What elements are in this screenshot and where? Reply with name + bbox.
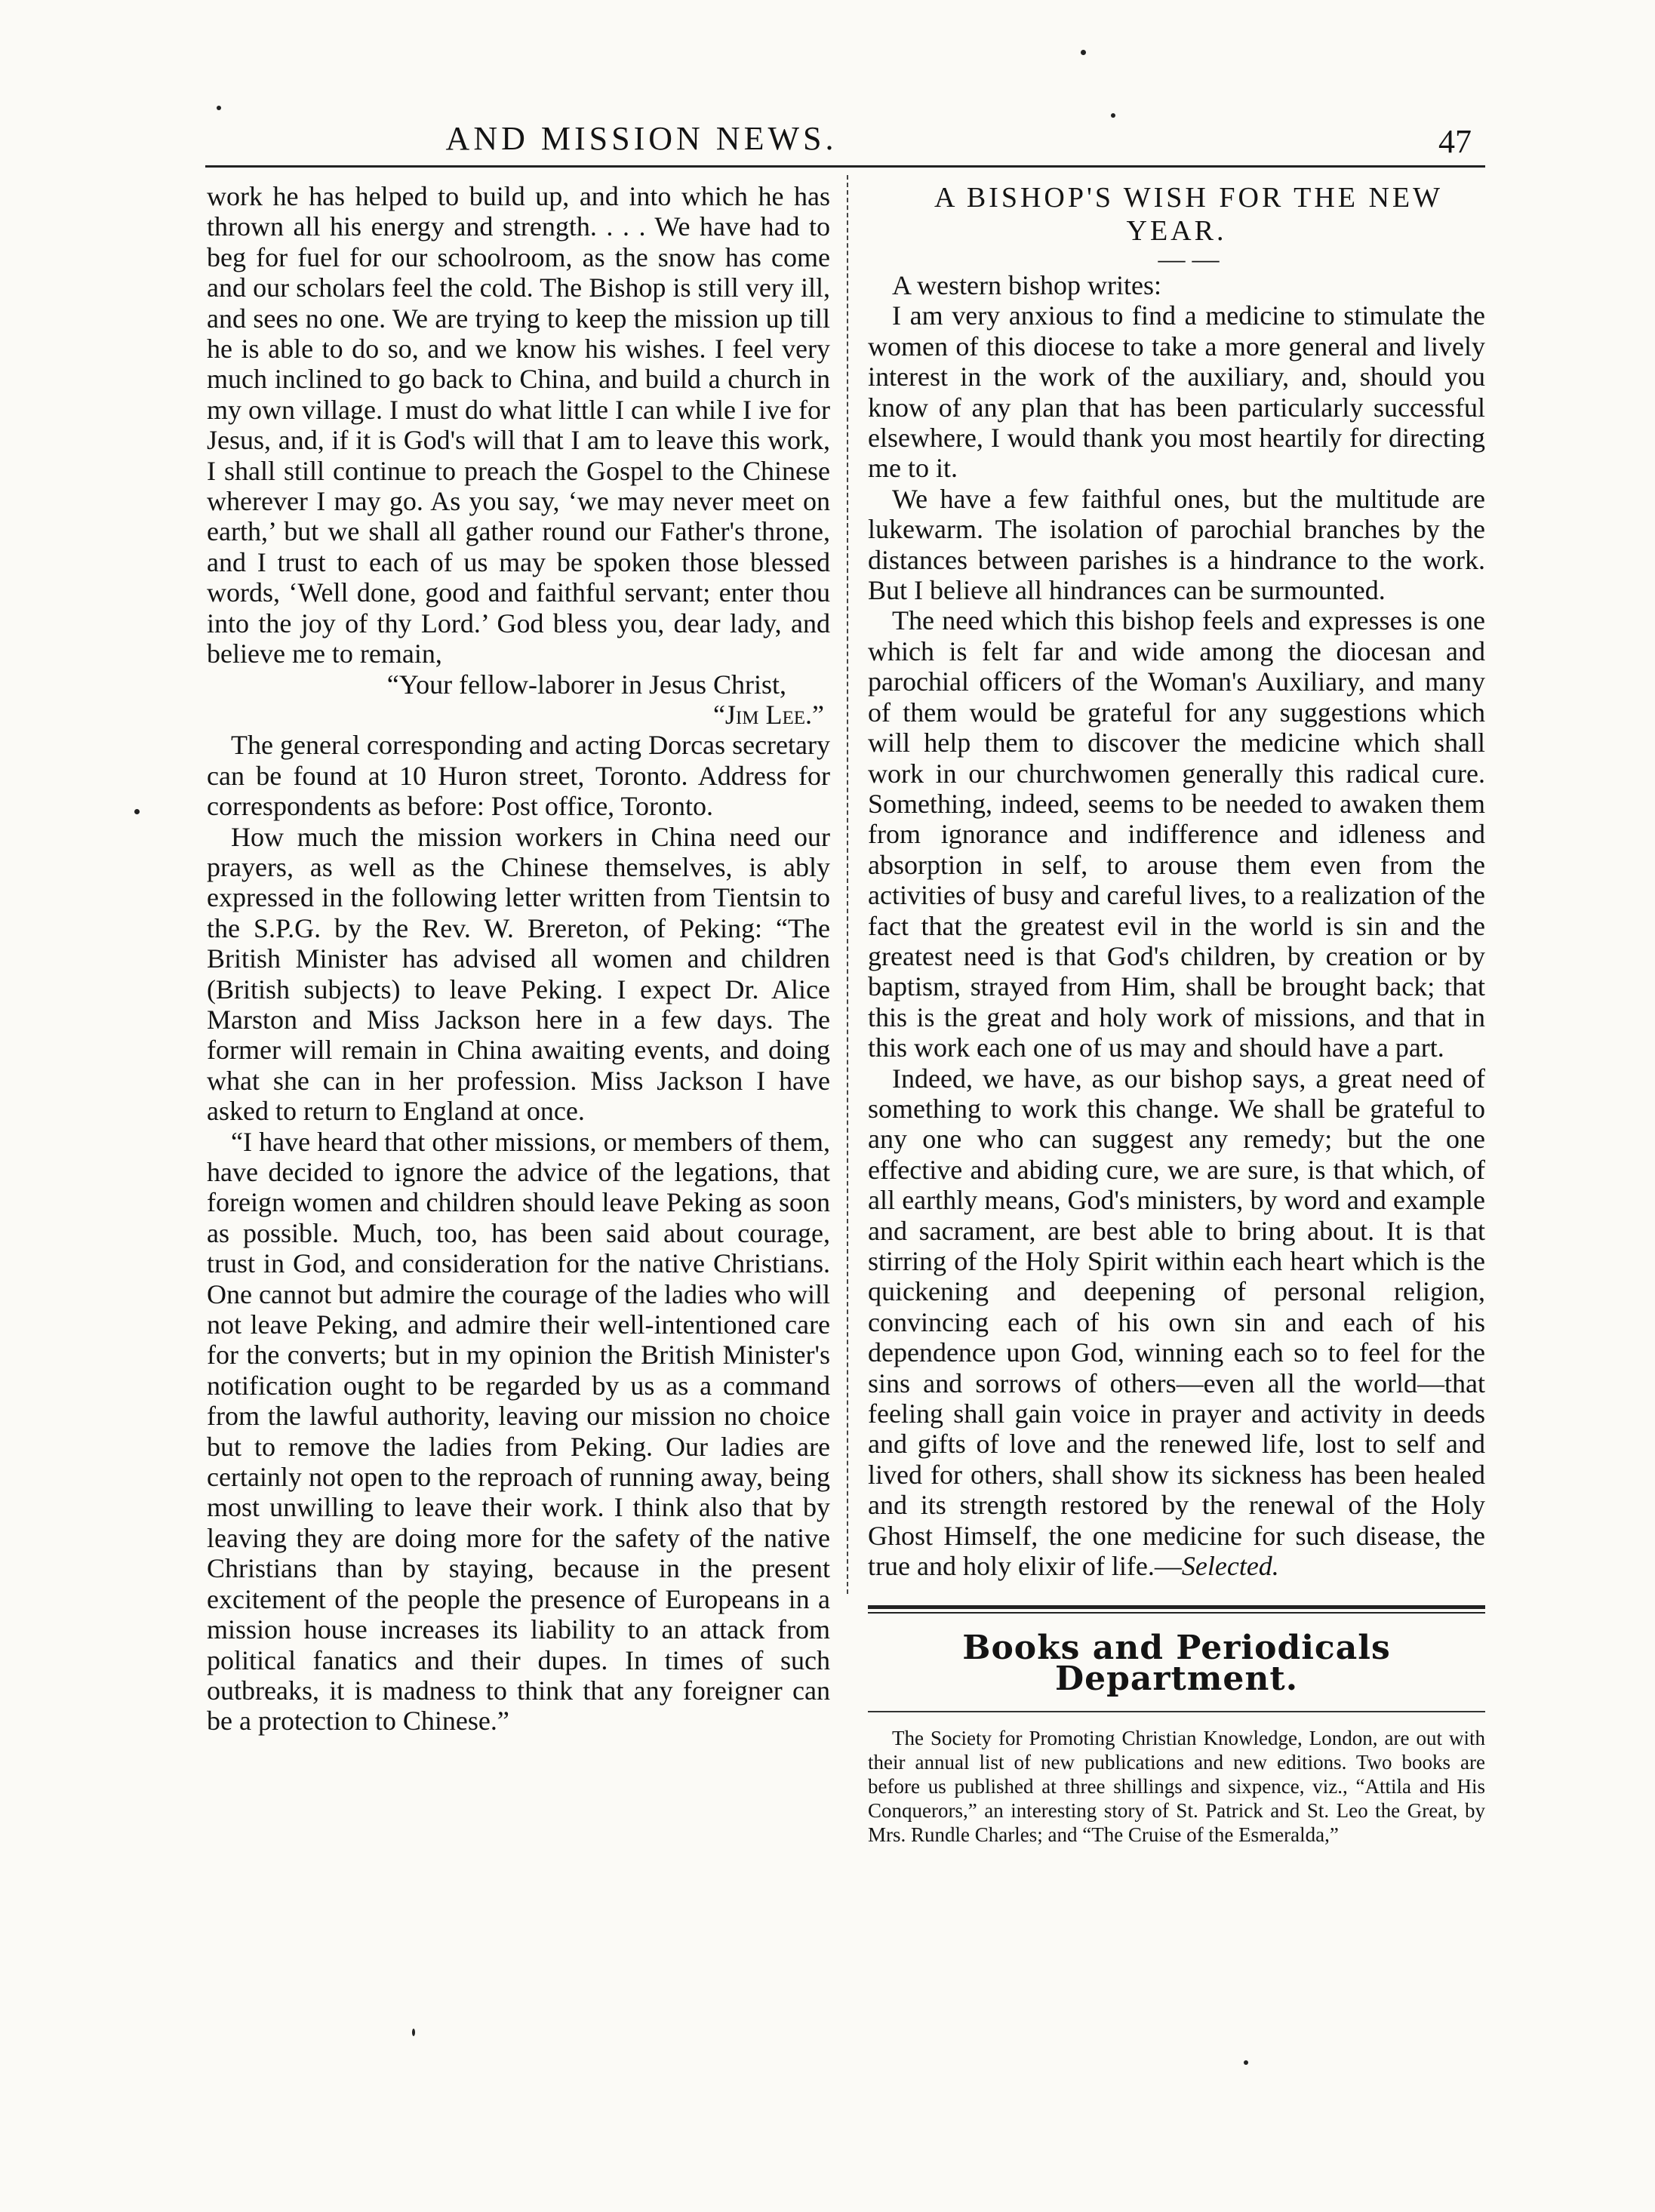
article-source: Selected. — [1181, 1551, 1279, 1582]
peking-letter-intro: How much the mission workers in China need our prayers, as well as the Chinese themselves, is ably expressed in the following letter written from Tientsin to the S.P.G. by the Rev. W. Brereton, of Peking: “The British Minister has advised all women and children (British subjects) to leave Peking. I expect Dr. Alice Marston and Miss Jackson here in a few days. The former will remain in China awaiting events, and doing what she can in her profession. Miss Jackson I have asked to return to England at once. — [207, 821, 830, 1127]
books-notice: The Society for Promoting Christian Knowledge, London, are out with their annual list of new publications and new editions. Two books are before us published at three shillings and sixpence, viz., “Attila and His Conquerors,” an interesting story of St. Patrick and St. Leo the Great, by Mrs. Rundle Charles; and “The Cruise of the Esmeralda,” — [868, 1727, 1485, 1847]
letter-signature: “Jim Lee.” — [712, 699, 824, 730]
article-paragraph: We have a few faithful ones, but the multitude are lukewarm. The isolation of parochial branches by the distances between parishes is a hindrance to the work. But I believe all hindrances can be surmounted. — [868, 483, 1485, 606]
section-rule-thin — [868, 1612, 1485, 1614]
ink-speck — [1081, 50, 1086, 55]
department-heading: Books and Periodicals Department. — [962, 1629, 1391, 1698]
ink-speck — [134, 809, 140, 814]
section-rule-thick — [868, 1605, 1485, 1609]
title-separator: — — — [1158, 244, 1220, 274]
article-paragraph: The need which this bishop feels and expresses is one which is felt far and wide among the diocesan and parochial officers of the Woman's Auxiliary, and many of them would be grateful for any suggestions which will help them to discover the medicine which shall work in our churchwomen generally this radical cure. Something, indeed, seems to be needed to awaken them from ignorance and indifference and idleness and absorption in self, to arouse them even from the activities of busy and careful lives, to a realization of the fact that the greatest evil in the world is sin and the greatest need is that God's children, by creation or by baptism, strayed from Him, shall be brought back; that this is the great and holy work of missions, and that in this work each one of us may and should have a part. — [868, 605, 1485, 1063]
header-rule — [205, 165, 1485, 168]
ink-speck — [412, 2029, 415, 2036]
article-closing-text: Indeed, we have, as our bishop says, a great need of something to work this change. We shall be grateful to any one who can suggest any remedy; but the one effective and abiding cure, we are sure, is that which, of all earthly means, God's ministers, by word and example and sacrament, are best able to bring about. It is that stirring of the Holy Spirit within each heart which is the quickening and deepening of personal religion, convincing each of his own sin and each of his dependence upon God, winning each so to feel for the sins and sorrows of others—even all the world—that feeling shall gain voice in prayer and activity in deeds and gifts of love and the renewed life, lost to self and lived for others, shall show its sickness has been healed and its strength restored by the renewal of the Holy Ghost Himself, the one medicine for such disease, the true and holy elixir of life.— — [868, 1063, 1485, 1582]
ink-speck — [1111, 113, 1115, 118]
peking-letter-body: “I have heard that other missions, or members of them, have decided to ignore the advice of the legations, that foreign women and children should leave Peking as soon as possible. Much, too, has been said about courage, trust in God, and consideration for the native Christians. One cannot but admire the courage of the ladies who will not leave Peking, and admire their well-intentioned care for the converts; but in my opinion the British Minister's notification ought to be regarded by us as a command from the lawful authority, leaving our mission no choice but to remove the ladies from Peking. Our ladies are certainly not open to the reproach of running away, being most unwilling to leave their work. I think also that by leaving they are doing more for the safety of the native Christians than by staying, because in the present excitement of the people the presence of Europeans in a mission house increases its liability to an attack from political fanatics and their dupes. In times of such outbreaks, it is madness to think that any foreigner can be a protection to Chinese.” — [207, 1126, 830, 1737]
article-paragraph: I am very anxious to find a medicine to stimulate the women of this diocese to take a more general and lively interest in the work of the auxiliary, and, should you know of any plan that has been particularly successful elsewhere, I would thank you most heartily for directing me to it. — [868, 300, 1485, 484]
ink-speck — [1244, 2060, 1248, 2065]
article-title: A BISHOP'S WISH FOR THE NEW YEAR. — [934, 182, 1443, 247]
page-number: 47 — [1438, 123, 1472, 160]
running-head: AND MISSION NEWS. — [445, 120, 838, 157]
left-column — [207, 181, 830, 1737]
dorcas-secretary-notice: The general corresponding and acting Dorcas secretary can be found at 10 Huron street, Toronto. Address for correspondents as before: Post office, Toronto. — [207, 730, 830, 822]
article-intro: A western bishop writes: — [892, 270, 1161, 300]
letter-continuation: work he has helped to build up, and into which he has thrown all his energy and strength. . . . We have had to beg for fuel for our schoolroom, as the snow has come and our scholars feel the cold. The Bishop is still very ill, and sees no one. We are trying to keep the mission up till he is able to do so, and we know his wishes. I feel very much inclined to go back to China, and build a church in my own village. I must do what little I can while I ive for Jesus, and, if it is God's will that I am to leave this work, I shall still continue to preach the Gospel to the Chinese wherever I may go. As you say, ‘we may never meet on earth,’ but we shall all gather round our Father's throne, and I trust to each of us may be spoken those blessed words, ‘Well done, good and faithful servant; enter thou into the joy of thy Lord.’ God bless you, dear lady, and believe me to remain, — [207, 181, 830, 669]
article-paragraph — [868, 1063, 1485, 1582]
letter-signoff: “Your fellow-laborer in Jesus Christ, — [386, 669, 786, 700]
column-divider — [847, 175, 848, 1594]
right-column — [868, 181, 1485, 1847]
ink-speck — [217, 106, 221, 110]
department-rule — [868, 1711, 1485, 1712]
